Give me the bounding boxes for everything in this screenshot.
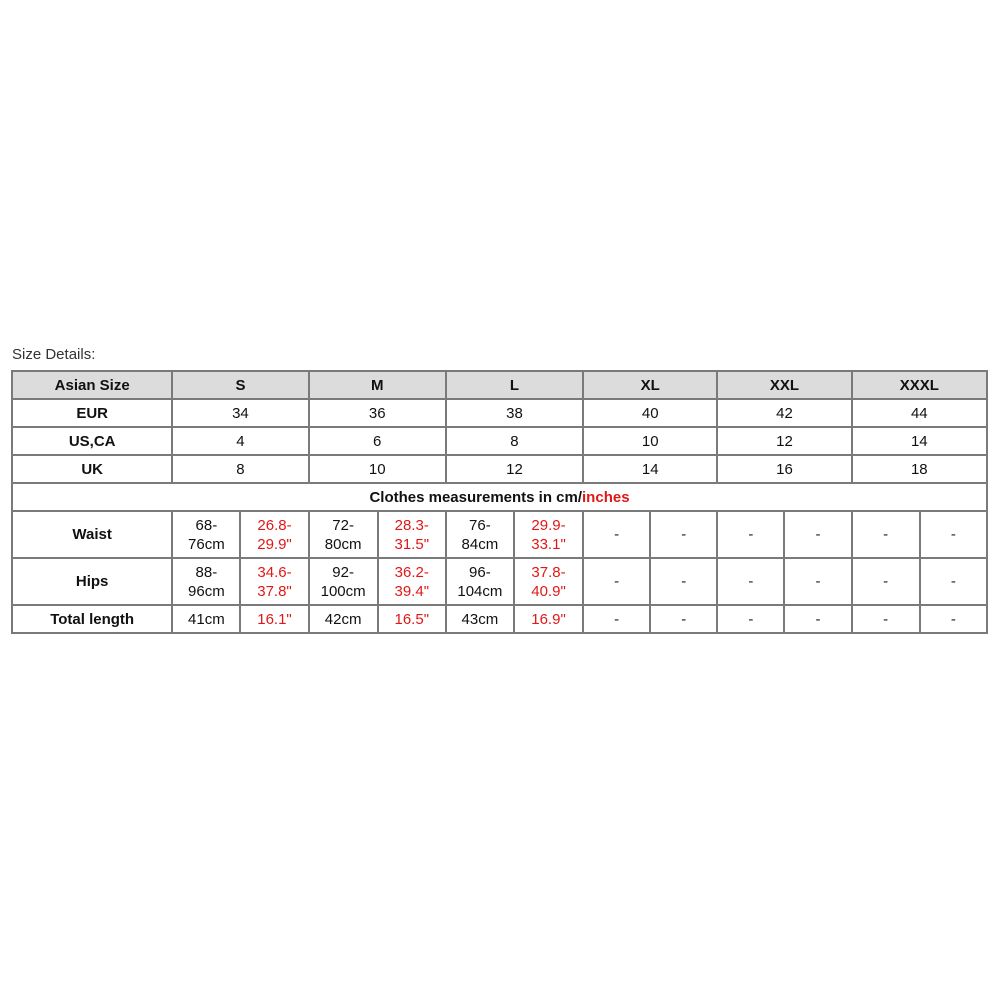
row-label: Asian Size	[12, 371, 172, 399]
conversion-cell: 10	[583, 427, 717, 455]
cm-cell: 72- 80cm	[309, 511, 378, 558]
cm-cell: 43cm	[446, 605, 514, 633]
inch-cell: 16.9"	[514, 605, 583, 633]
measurement-row	[12, 605, 987, 633]
inch-cell: -	[650, 558, 717, 605]
inch-cell: -	[784, 605, 851, 633]
cm-cell: -	[852, 511, 920, 558]
inch-cell: -	[784, 558, 851, 605]
cm-cell: 76- 84cm	[446, 511, 514, 558]
cm-cell: -	[717, 605, 784, 633]
cm-cell: 41cm	[172, 605, 240, 633]
size-header-cell: XXL	[717, 371, 851, 399]
inch-cell: 37.8- 40.9"	[514, 558, 583, 605]
conversion-cell: 4	[172, 427, 308, 455]
conversion-cell: 44	[852, 399, 987, 427]
cm-cell: -	[583, 511, 650, 558]
conversion-cell: 38	[446, 399, 583, 427]
conversion-cell: 36	[309, 399, 446, 427]
conversion-cell: 8	[172, 455, 308, 483]
conversion-cell: 42	[717, 399, 851, 427]
conversion-row	[12, 399, 987, 427]
size-header-cell: L	[446, 371, 583, 399]
conversion-cell: 16	[717, 455, 851, 483]
inch-cell: 16.1"	[240, 605, 308, 633]
conversion-cell: 12	[717, 427, 851, 455]
inch-cell: 36.2- 39.4"	[378, 558, 446, 605]
conversion-row	[12, 455, 987, 483]
cm-cell: -	[717, 558, 784, 605]
row-label: UK	[12, 455, 172, 483]
cm-cell: -	[583, 605, 650, 633]
cm-cell: 42cm	[309, 605, 378, 633]
size-header-cell: XL	[583, 371, 717, 399]
inch-cell: 26.8- 29.9"	[240, 511, 308, 558]
inch-cell: -	[784, 511, 851, 558]
size-chart-table	[11, 370, 988, 634]
cm-cell: -	[852, 558, 920, 605]
cm-cell: -	[583, 558, 650, 605]
row-label: Total length	[12, 605, 172, 633]
size-header-cell: XXXL	[852, 371, 987, 399]
size-details-title: Size Details:	[12, 346, 96, 363]
conversion-cell: 10	[309, 455, 446, 483]
inch-cell: 29.9- 33.1"	[514, 511, 583, 558]
cm-cell: 96- 104cm	[446, 558, 514, 605]
size-header-cell: S	[172, 371, 308, 399]
conversion-cell: 6	[309, 427, 446, 455]
conversion-cell: 8	[446, 427, 583, 455]
inch-cell: -	[920, 511, 987, 558]
conversion-cell: 12	[446, 455, 583, 483]
inch-cell: -	[920, 605, 987, 633]
conversion-cell: 40	[583, 399, 717, 427]
size-header-cell: M	[309, 371, 446, 399]
inches-unit-label: inches	[582, 488, 630, 506]
inch-cell: -	[650, 605, 717, 633]
conversion-cell: 34	[172, 399, 308, 427]
measurement-row	[12, 511, 987, 558]
measurements-heading-row	[12, 483, 987, 511]
cm-cell: 68- 76cm	[172, 511, 240, 558]
inch-cell: 16.5"	[378, 605, 446, 633]
cm-cell: 88- 96cm	[172, 558, 240, 605]
row-label: Hips	[12, 558, 172, 605]
inch-cell: 28.3- 31.5"	[378, 511, 446, 558]
measurement-row	[12, 558, 987, 605]
cm-cell: -	[717, 511, 784, 558]
cm-cell: 92- 100cm	[309, 558, 378, 605]
cm-cell: -	[852, 605, 920, 633]
conversion-cell: 14	[852, 427, 987, 455]
measurements-heading: Clothes measurements in cm/inches	[12, 483, 987, 511]
inch-cell: -	[920, 558, 987, 605]
row-label: EUR	[12, 399, 172, 427]
conversion-cell: 18	[852, 455, 987, 483]
conversion-cell: 14	[583, 455, 717, 483]
conversion-row	[12, 427, 987, 455]
row-label: US,CA	[12, 427, 172, 455]
row-label: Waist	[12, 511, 172, 558]
inch-cell: -	[650, 511, 717, 558]
size-header-row	[12, 371, 987, 399]
inch-cell: 34.6- 37.8"	[240, 558, 308, 605]
